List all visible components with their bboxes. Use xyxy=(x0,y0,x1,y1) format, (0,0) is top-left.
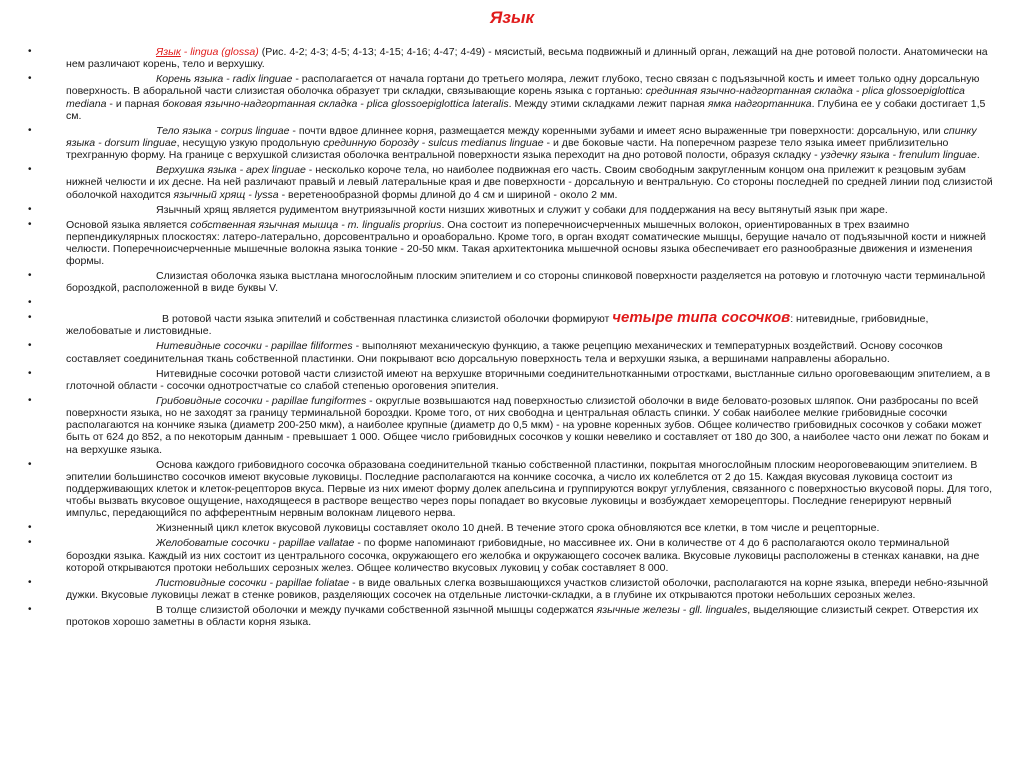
page-title: Язык xyxy=(489,8,535,27)
list-item: • Жизненный цикл клеток вкусовой луковицы составляет около 10 дней. В течение этого срока обновляются все клетки, в том числе и рецепторные. xyxy=(28,522,994,534)
list-item: • В толще слизистой оболочки и между пучками собственной язычной мышцы содержатся язычные железы - gll. linguales, выделяющие слизистый секрет. Отверстия их протоков хорошо заметны в области корня языка. xyxy=(28,604,994,628)
highlight-heading: четыре типа сосочков xyxy=(612,309,791,327)
list-item xyxy=(28,46,994,70)
term-latin: - lingua (glossa) xyxy=(180,46,259,58)
list-item: • Верхушка языка - apex linguae - несколько короче тела, но наиболее подвижная его часть. Своим свободным закругленным концом она прилежит к резцовым зубам нижней челюсти и их десне. На ней различают правый и левый латеральные края и две поверхности - дорсальную и вентральную. Со стороны последней по средней линии под слизистой оболочкой находится язычный хрящ - lyssa - веретенообразной формы длиной до 4 см и шириной - около 2 мм. xyxy=(28,164,994,201)
list-item: • Листовидные сосочки - papillae foliatae - в виде овальных слегка возвышающихся участков слизистой оболочки, располагаются на корне языка, впереди небно-язычной дужки. Вкусовые луковицы лежат в стенке ровиков, разделяющих сосочек на отдельные листочки-складки, а в глубине их открываются протоки небольших серозных желез. xyxy=(28,577,994,601)
paragraph-text: - мясистый, весьма подвижный и длинный орган, лежащий на дне ротовой полости. Анатомически на нем различают корень, тело и верхушку. xyxy=(66,46,988,71)
term-link[interactable]: Язык xyxy=(156,46,181,58)
list-item: • Язычный хрящ является рудиментом внутриязычной кости низших животных и служит у собаки для поддержания на весу вытянутый язык при жаре. xyxy=(28,204,994,216)
list-item: • Нитевидные сосочки ротовой части слизистой имеют на верхушке вторичными соединительнотканными отростками, выстланные сильно ороговевающим эпителием, а в глоточной области - сосочки однотростчатые со слабой степенью ороговения эпителия. xyxy=(28,368,994,392)
list-item: • Слизистая оболочка языка выстлана многослойным плоским эпителием и со стороны спинковой поверхности разделяется на ротовую и глоточную части терминальной бороздкой, расположенной в виде буквы V. xyxy=(28,270,994,294)
list-item: • Корень языка - radix linguae - располагается от начала гортани до третьего моляра, лежит глубоко, тесно связан с подъязычной кость и имеет только одну дорсальную поверхность. В аборальной части слизистая оболочка образует три складки, связывающие корень языка с гортанью: срединная язычно-надгортанная складка - plica glossoepiglottica mediana - и парная боковая язычно-надгортанная складка - plica glossoepiglottica lateralis. Между этими складками лежит парная ямка надгортанника. Глубина ее у собаки достигает 1,5 см. xyxy=(28,73,994,122)
list-item: • Тело языка - corpus linguae - почти вдвое длиннее корня, размещается между коренными зубами и имеет ясно выраженные три поверхности: дорсальную, или спинку языка - dorsum linguae, несущую узкую продольную срединную борозду - sulcus medianus linguae - и две боковые части. На поперечном разрезе тело языка имеет приблизительно трехгранную форму. На границе с верхушкой слизистая оболочка вентральной поверхности языка переходит на дно ротовой полости, образуя складку - уздечку языка - frenulum linguae. xyxy=(28,125,994,162)
list-item-empty xyxy=(28,297,994,309)
list-item: • Основа каждого грибовидного сосочка образована соединительной тканью собственной пластинки, покрытая многослойным плоским неороговевающим эпителием. В эпителии большинство сосочков имеют вкусовые луковицы. Последние располагаются на кончике сосочка, а число их колеблется от 2 до 15. Каждая вкусовая луковица состоит из поддерживающих клеток и клеток-рецепторов вкуса. Первые из них имеют форму долек апельсина и группируются вокруг углубления, связанного с поверхностью вкусовой поры. Для того, чтобы вызвать вкусовое ощущение, находящееся в растворе вещество через поры попадает во вкусовые луковицы и возбуждает хеморецепторы. Последние генерируют нервный импульс, передающийся по афферентным нервным волокнам лицевого нерва. xyxy=(28,459,994,520)
document-body xyxy=(28,46,994,631)
list-item: • В ротовой части языка эпителий и собственная пластинка слизистой оболочки формируют четыре типа сосочков: нитевидные, грибовидные, желобоватые и листовидные. xyxy=(28,312,994,337)
list-item: • Нитевидные сосочки - papillae filiformes - выполняют механическую функцию, а также рецепцию механических и температурных воздействий. Основу сосочков составляет соединительная ткань собственной пластинки. Они покрывают всю дорсальную поверхность тела и верхушки языка, а вершинами направлены аборально. xyxy=(28,340,994,364)
list-item: • Желобоватые сосочки - papillae vallatae - по форме напоминают грибовидные, но массивнее их. Они в количестве от 4 до 6 располагаются около терминальной бороздки языка. Каждый из них состоит из центрального сосочка, окружающего его желобка и окружающего сосочек валика. Вкусовые луковицы расположены в стенках канавки, на дне которой открываются протоки небольших серозных желез. Общее количество вкусовых луковиц у собак составляет 8 000. xyxy=(28,537,994,574)
list-item: • Грибовидные сосочки - papillae fungiformes - округлые возвышаются над поверхностью слизистой оболочки в виде беловато-розовых шляпок. Они разбросаны по всей поверхности языка, но не заходят за границу терминальной бороздки. Кроме того, от них свободна и центральная область спинки. У собак наиболее мелкие грибовидные сосочки располагаются на кончике языка (диаметр 200-250 мкм), а наиболее крупные (диаметр до 0,5 мкм) - на уровне коренных зубов. Общее количество грибовидных сосочков у собаки может быть от 624 до 852, а по некоторым данным - превышает 1 000. Общее число грибовидных сосочков у кошки невелико и составляет от 180 до 300, а наиболее часто они лежат по бокам и на верхушке языка. xyxy=(28,395,994,456)
figure-reference: (Рис. 4-2; 4-3; 4-5; 4-13; 4-15; 4-16; 4-47; 4-49) xyxy=(258,46,486,58)
list-item: • Основой языка является собственная язычная мышца - m. lingualis proprius. Она состоит из поперечноисчерченных мышечных волокон, ориентированных в трех взаимно перпендикулярных плоскостях: латеро-латерально, дорсовентрально и ороаборально. Кроме того, в орган входят соматические мышцы, берущие начало от подъязычной кости и нижней челюсти. Поперечноисчерченные мышечные волокна языка тонкие - 20-50 мкм. Такая архитектоника мышечной основы языка обеспечивает его разнообразные движения и изменения формы. xyxy=(28,219,994,268)
